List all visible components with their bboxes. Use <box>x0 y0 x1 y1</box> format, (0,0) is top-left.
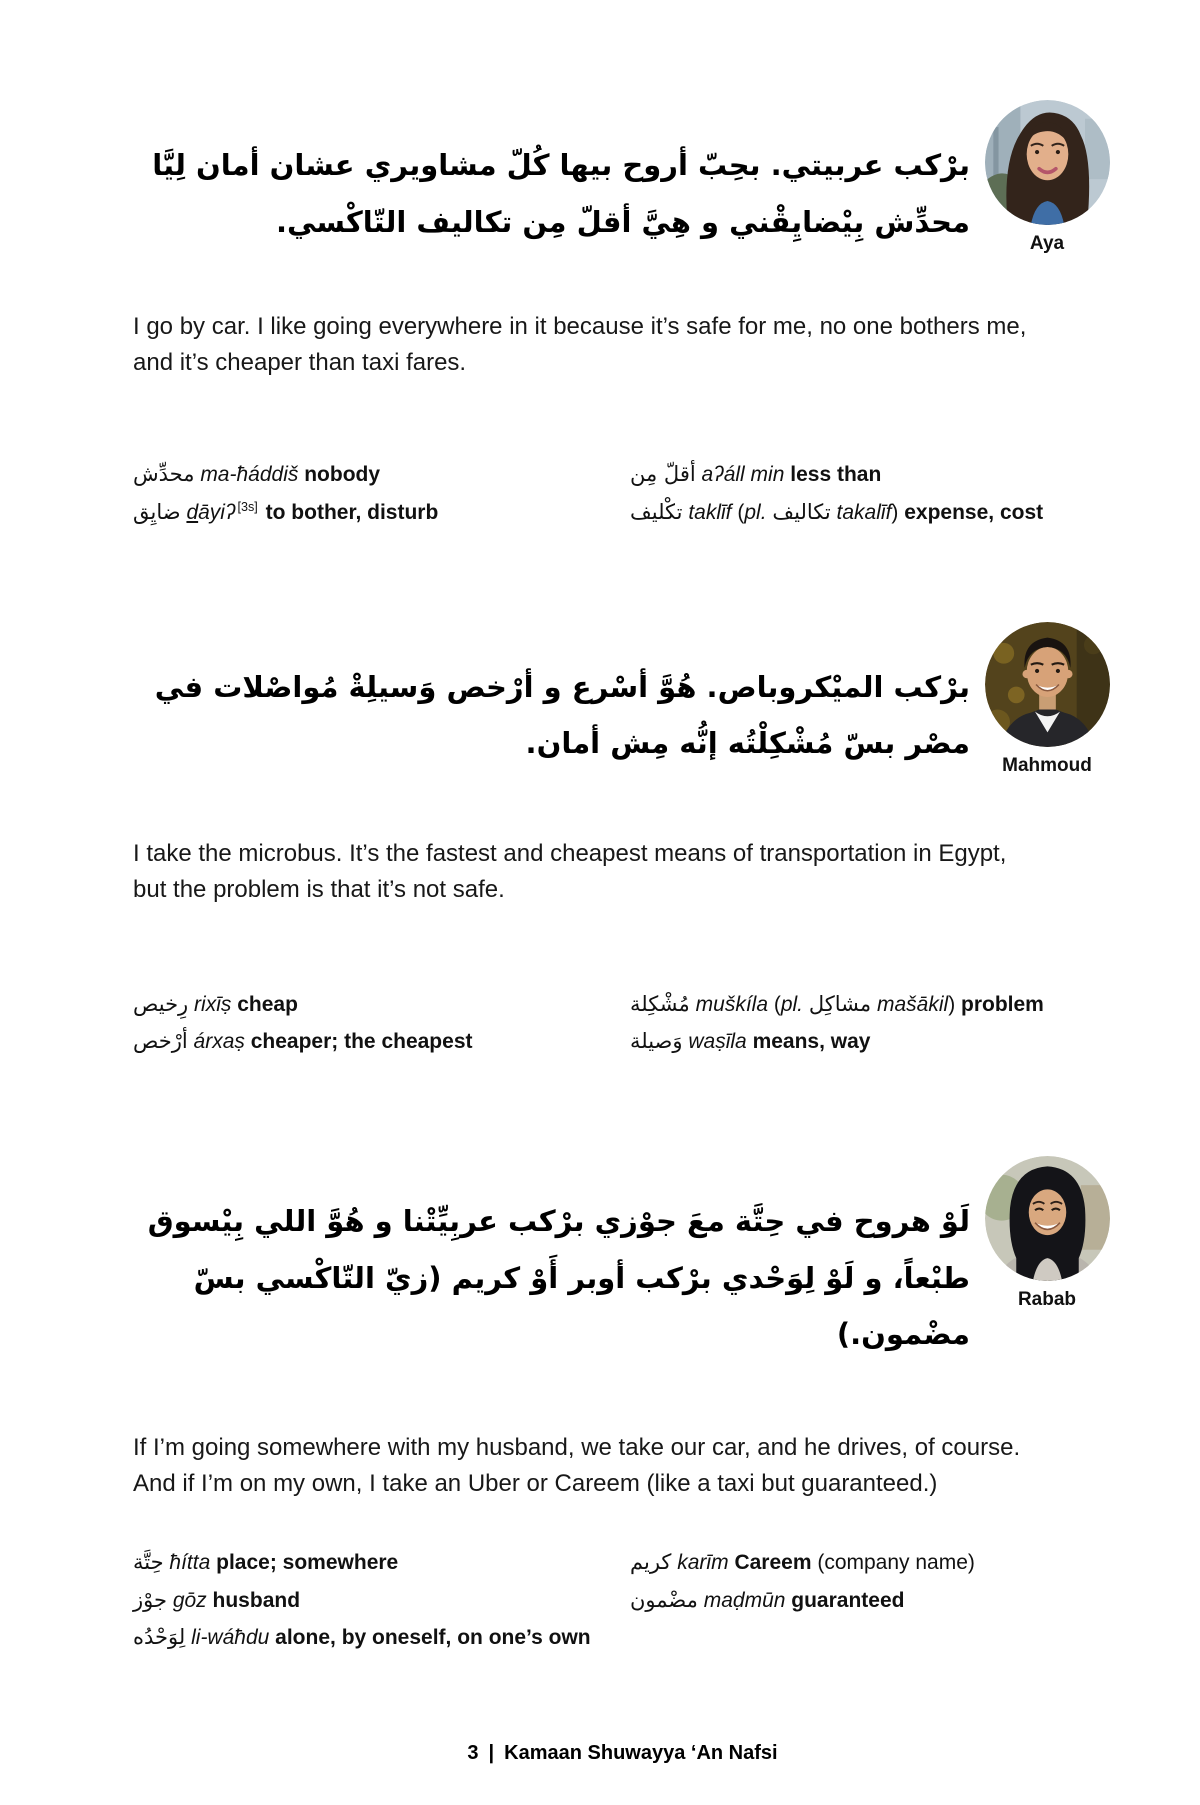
vocab-entry: جوْز gōz husband <box>133 1587 301 1612</box>
aya-vocab-grid <box>133 456 1112 532</box>
rabab-translation: If I’m going somewhere with my husband, we take our car, and he drives, of course. And if I’m on my own, I take an Uber or Careem (like a taxi but guaranteed.) <box>133 1433 1021 1497</box>
page-footer <box>133 1742 1112 1765</box>
rabab-avatar-photo <box>985 1156 1110 1281</box>
vocab-entry: لِوَحْدُه li-wáħdu alone, by oneself, on one’s own <box>133 1625 591 1650</box>
rabab-avatar <box>985 1156 1110 1281</box>
speaker-name-mahmoud: Mahmoud <box>1002 754 1092 776</box>
footer-separator: | <box>488 1742 495 1765</box>
rabab-avatar-column <box>982 1156 1112 1311</box>
vocab-entry: أرْخص árxaṣ cheaper; the cheapest <box>133 1029 473 1054</box>
speaker-name-rabab: Rabab <box>1017 1289 1077 1311</box>
vocab-entry: وَصيلة waṣīla means, way <box>630 1029 871 1054</box>
mahmoud-vocab-grid <box>133 986 1112 1062</box>
mahmoud-vocab-right <box>630 986 1112 1062</box>
mahmoud-quote-row <box>133 622 1112 801</box>
mahmoud-avatar-photo <box>985 622 1110 747</box>
rabab-quote-row <box>133 1156 1112 1392</box>
vocab-entry: محدِّش ma-ħáddiš nobody <box>133 462 381 487</box>
vocab-entry: مُشْكِلة muškíla (pl. مشاكِل mašākil) problem <box>630 991 1044 1016</box>
vocab-entry: حِتَّة ħítta place; somewhere <box>133 1549 399 1574</box>
aya-avatar <box>985 100 1110 225</box>
vocab-entry: رِخيص rixīṣ cheap <box>133 991 298 1016</box>
mahmoud-vocab-left <box>133 986 630 1062</box>
speaker-section-aya <box>133 100 1112 532</box>
mahmoud-translation: I take the microbus. It’s the fastest and cheapest means of transportation in Egypt, but the problem is that it’s not safe. <box>133 839 1007 903</box>
vocab-entry: أقلّ مِن aʔáll min less than <box>630 462 882 487</box>
aya-quote-row <box>133 100 1112 279</box>
rabab-arabic-quote: لَوْ هروح في حِتَّة معَ جوْزي برْكب عربِيِّتْنا و هُوَّ اللي بِيْسوق طبْعاً، و لَوْ لِوَحْدي برْكب أوبر أَوْ كريم (زيّ التّاكْسي بسّ مضْمون.) <box>147 1204 970 1352</box>
speaker-name-aya: Aya <box>1029 233 1065 254</box>
aya-vocab-right <box>630 456 1112 532</box>
vocab-entry: كريم karīm Careem (company name) <box>630 1549 975 1574</box>
aya-arabic-quote: برْكب عربيتي. بحِبّ أروح بيها كُلّ مشاويري عشان أمان لِيَّا محدِّش بِيْضايِقْني و هِيَّ أقلّ مِن تكاليف التّاكْسي. <box>152 148 970 239</box>
speaker-section-rabab <box>133 1156 1112 1657</box>
rabab-vocab-right <box>630 1544 1112 1657</box>
vocab-entry: تكْليف taklīf (pl. تكاليف takalīf) expense, cost <box>630 499 1044 524</box>
rabab-vocab-grid <box>133 1544 1112 1657</box>
aya-avatar-column <box>982 100 1112 255</box>
aya-vocab-left <box>133 456 630 532</box>
rabab-vocab-left <box>133 1544 630 1657</box>
aya-avatar-photo <box>985 100 1110 225</box>
vocab-entry: مضْمون maḍmūn guaranteed <box>630 1587 905 1612</box>
page-number: 3 <box>467 1742 479 1765</box>
book-title: Kamaan Shuwayya ‘An Nafsi <box>504 1742 778 1765</box>
mahmoud-avatar-column <box>982 622 1112 777</box>
speaker-section-mahmoud <box>133 622 1112 1062</box>
mahmoud-arabic-quote: برْكب الميْكروباص. هُوَّ أسْرع و أرْخص وَسيلِةْ مُواصْلات في مصْر بسّ مُشْكِلْتُه إنُّه مِش أمان. <box>154 669 970 761</box>
aya-translation: I go by car. I like going everywhere in it because it’s safe for me, no one bothers me, and it’s cheaper than taxi fares. <box>133 313 1027 377</box>
vocab-entry: ضايِق dāyiʔ [3s] to bother, disturb <box>133 499 439 524</box>
mahmoud-avatar <box>985 622 1110 747</box>
